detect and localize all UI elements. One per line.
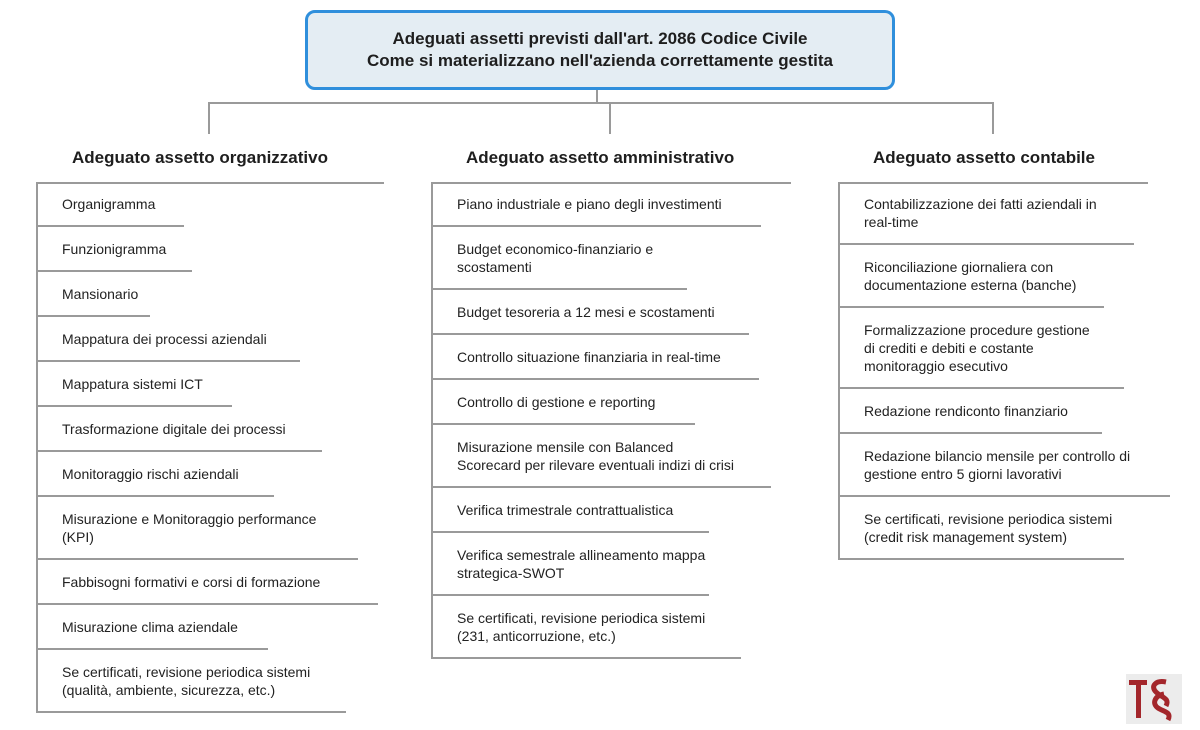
list-item-label: Monitoraggio rischi aziendali xyxy=(62,466,239,482)
list-item xyxy=(433,290,801,335)
list-item-label: Misurazione mensile con Balanced Scorecard per rilevare eventuali indizi di crisi xyxy=(457,439,735,473)
list-item xyxy=(38,317,396,362)
list-item-label: Verifica trimestrale contrattualistica xyxy=(457,502,674,518)
list-item-label: Se certificati, revisione periodica sistemi (credit risk management system) xyxy=(864,511,1113,545)
list-item-label: Controllo situazione finanziaria in real-time xyxy=(457,349,721,365)
list-item xyxy=(433,596,801,659)
list-item-label: Controllo di gestione e reporting xyxy=(457,394,656,410)
list-contabile xyxy=(838,182,1178,560)
tss-logo-icon xyxy=(1126,674,1182,724)
list-item xyxy=(38,497,396,560)
list-item-label: Mansionario xyxy=(62,286,139,302)
list-item-label: Misurazione e Monitoraggio performance (KPI) xyxy=(62,511,317,545)
list-item-label: Contabilizzazione dei fatti aziendali in real-time xyxy=(864,196,1097,230)
list-item-underline xyxy=(840,558,1124,560)
list-item xyxy=(433,227,801,290)
title-line-1: Adeguati assetti previsti dall'art. 2086 Codice Civile xyxy=(392,29,808,48)
title-line-2: Come si materializzano nell'azienda correttamente gestita xyxy=(366,51,834,70)
list-item-label: Mappatura sistemi ICT xyxy=(62,376,203,392)
list-item-underline xyxy=(38,711,346,713)
list-item xyxy=(433,335,801,380)
list-item-label: Trasformazione digitale dei processi xyxy=(62,421,286,437)
list-item xyxy=(840,434,1178,497)
column-title-organizzativo: Adeguato assetto organizzativo xyxy=(72,148,328,167)
list-item-label: Se certificati, revisione periodica sistemi (231, anticorruzione, etc.) xyxy=(457,610,706,644)
list-item xyxy=(840,389,1178,434)
list-item xyxy=(38,272,396,317)
list-amministrativo xyxy=(431,182,801,659)
list-item xyxy=(433,533,801,596)
list-item-label: Riconciliazione giornaliera con documentazione esterna (banche) xyxy=(864,259,1077,293)
list-item xyxy=(38,605,396,650)
column-title-amministrativo: Adeguato assetto amministrativo xyxy=(466,148,735,167)
list-item xyxy=(840,182,1178,245)
list-item-label: Budget tesoreria a 12 mesi e scostamenti xyxy=(457,304,715,320)
list-item xyxy=(433,488,801,533)
list-item xyxy=(433,425,801,488)
list-item xyxy=(38,560,396,605)
list-organizzativo xyxy=(36,182,396,713)
list-item xyxy=(38,362,396,407)
list-item xyxy=(433,182,801,227)
list-item-label: Verifica semestrale allineamento mappa strategica-SWOT xyxy=(457,547,706,581)
list-item-label: Redazione rendiconto finanziario xyxy=(864,403,1068,419)
list-item-label: Funzionigramma xyxy=(62,241,167,257)
list-item xyxy=(38,452,396,497)
list-item-label: Formalizzazione procedure gestione di crediti e debiti e costante monitoraggio esecutivo xyxy=(864,322,1090,374)
list-item xyxy=(840,308,1178,389)
list-item-underline xyxy=(433,657,741,659)
list-item xyxy=(38,182,396,227)
list-item-label: Redazione bilancio mensile per controllo di gestione entro 5 giorni lavorativi xyxy=(864,448,1131,482)
list-item-label: Fabbisogni formativi e corsi di formazione xyxy=(62,574,321,590)
list-item-label: Piano industriale e piano degli investimenti xyxy=(457,196,722,212)
column-title-contabile: Adeguato assetto contabile xyxy=(873,148,1095,167)
list-item xyxy=(38,407,396,452)
list-item xyxy=(38,650,396,713)
list-item-label: Budget economico-finanziario e scostamenti xyxy=(457,241,654,275)
list-item-label: Misurazione clima aziendale xyxy=(62,619,238,635)
list-item xyxy=(840,497,1178,560)
list-item-label: Mappatura dei processi aziendali xyxy=(62,331,267,347)
list-item-label: Se certificati, revisione periodica sistemi (qualità, ambiente, sicurezza, etc.) xyxy=(62,664,311,698)
list-item xyxy=(433,380,801,425)
list-item xyxy=(38,227,396,272)
list-item xyxy=(840,245,1178,308)
tss-logo xyxy=(1126,674,1182,724)
title-box xyxy=(305,10,895,90)
list-item-label: Organigramma xyxy=(62,196,156,212)
